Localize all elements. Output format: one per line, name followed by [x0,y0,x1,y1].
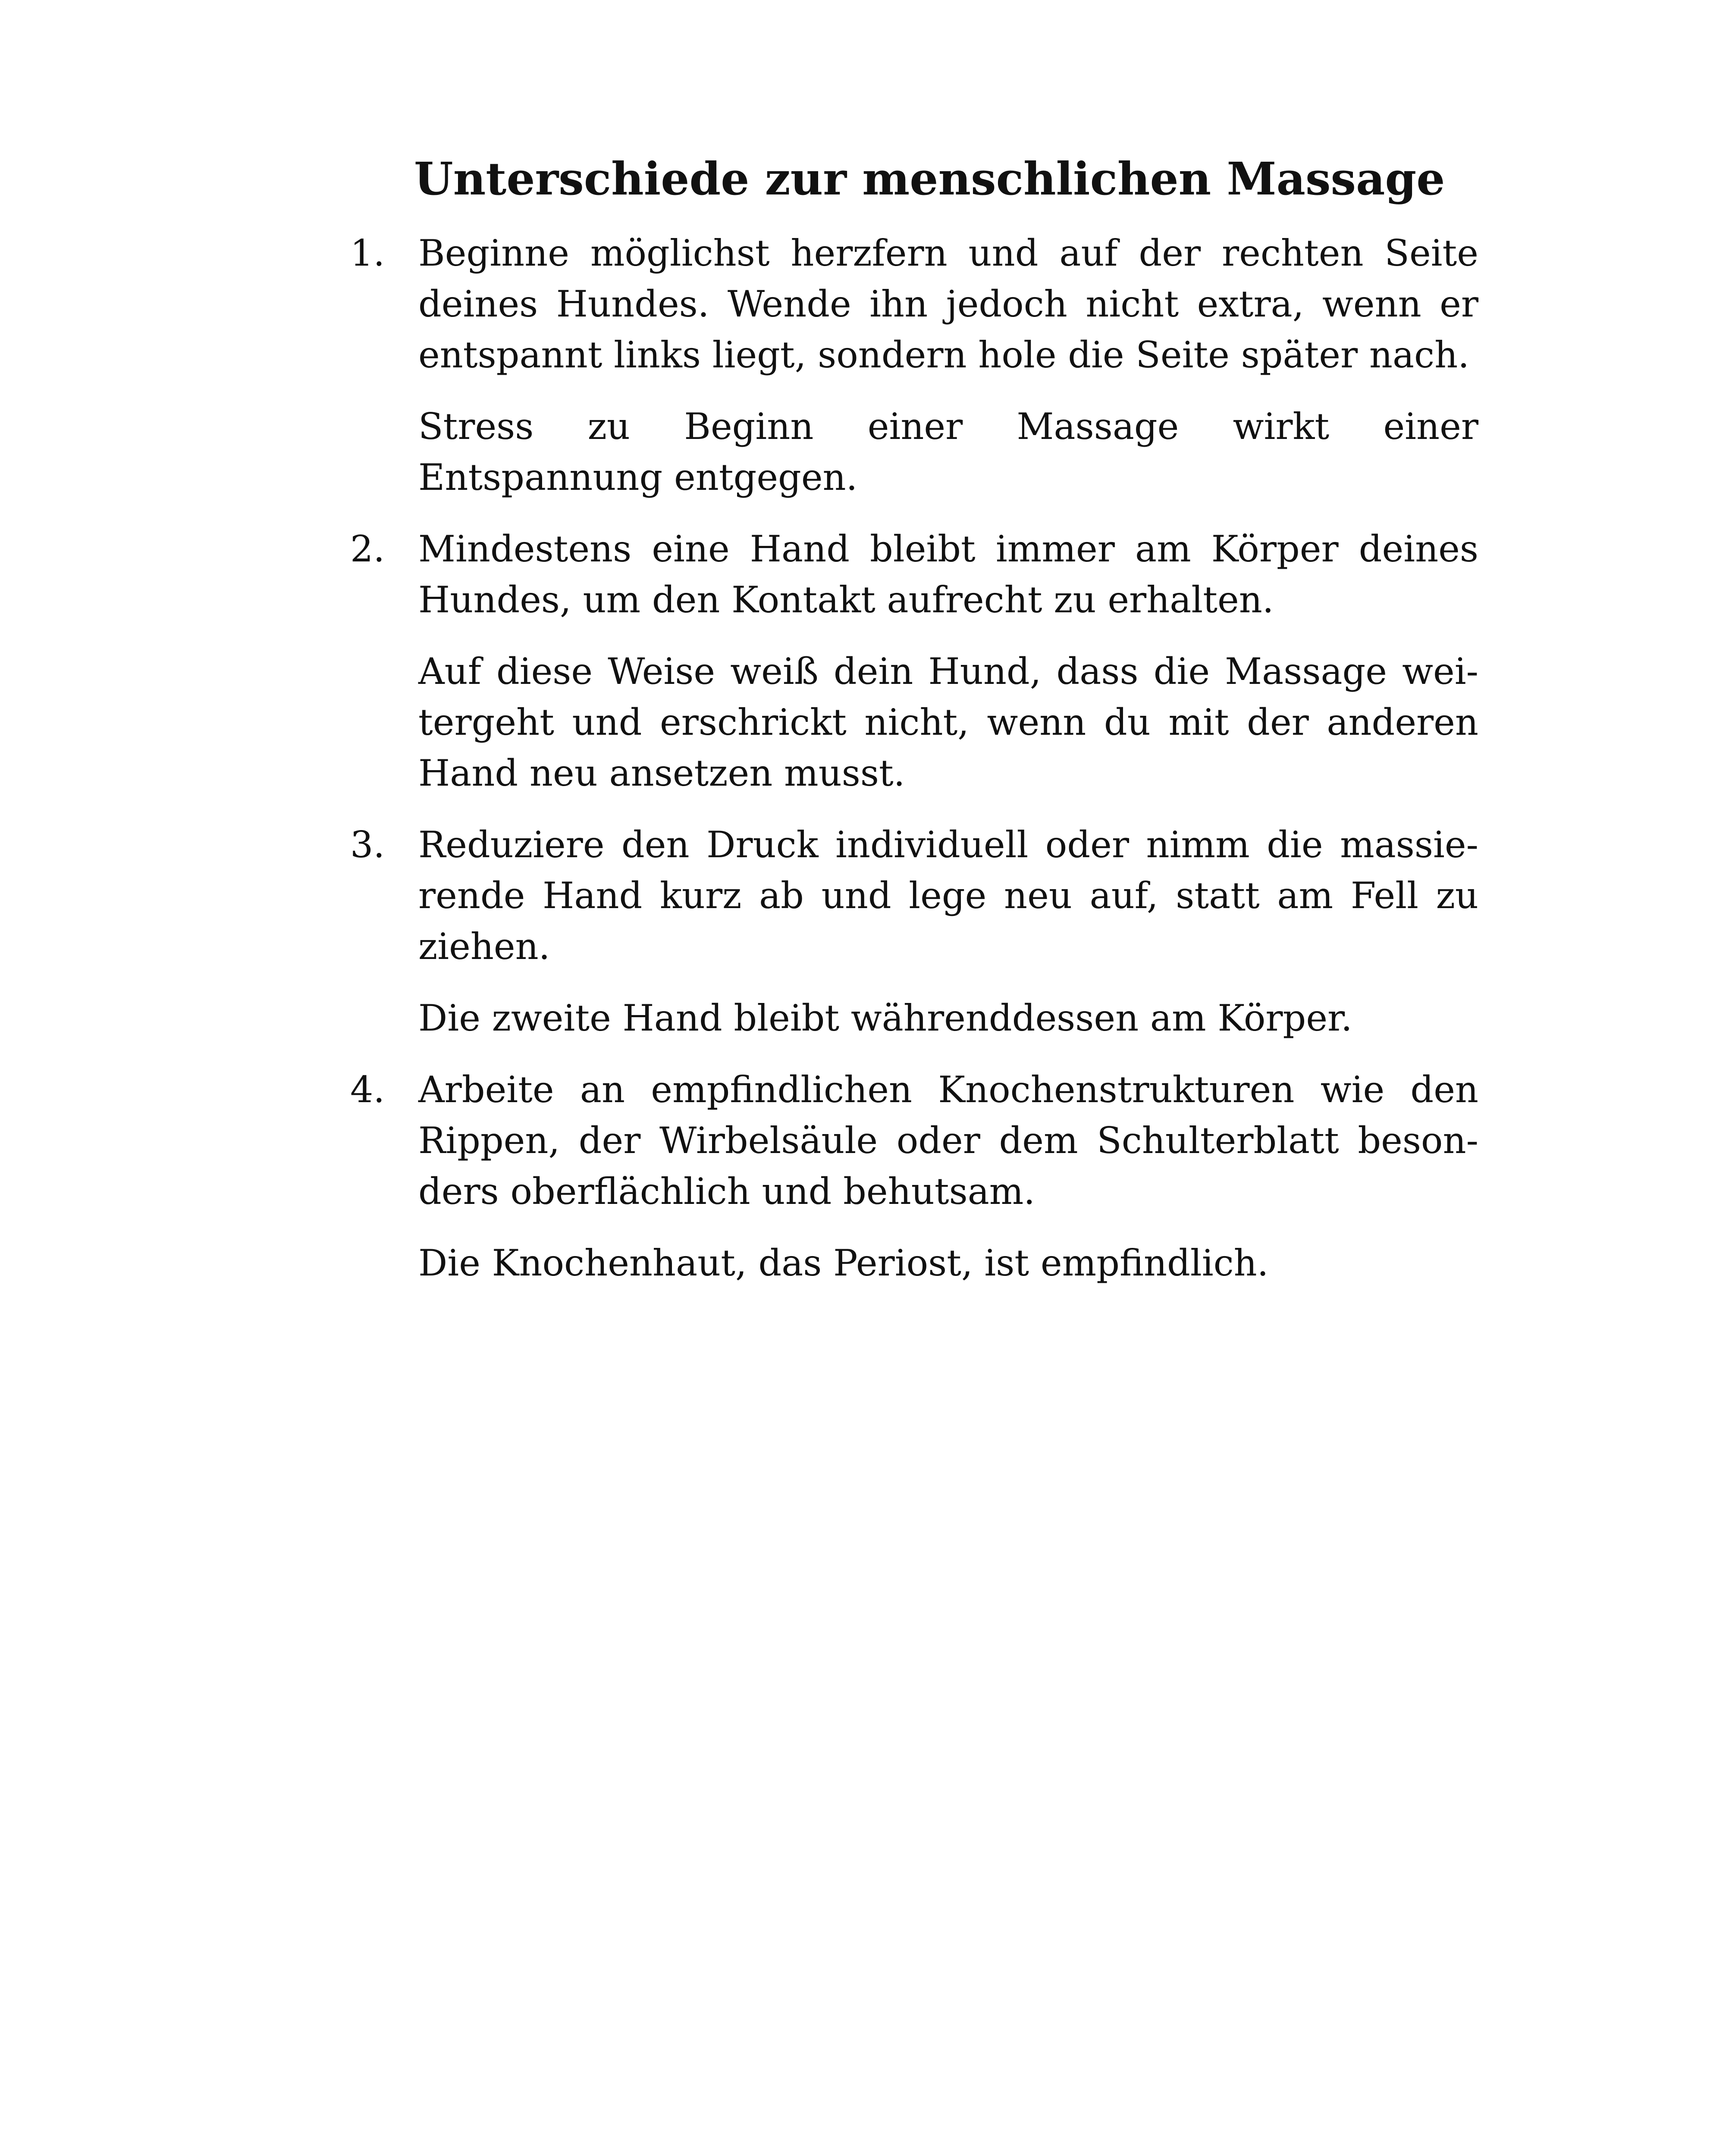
list-item-note: Auf diese Weise weiß dein Hund, dass die Massage weitergeht und erschrickt nicht, wenn du mit der anderen Hand neu ansetzen musst. [418,650,1478,794]
list-item-text: Reduziere den Druck individuell oder nimm die massierende Hand kurz ab und lege neu auf, statt am Fell zu ziehen. [418,824,1478,968]
numbered-list [350,228,1478,1309]
list-item [350,228,1478,503]
list-item-number: 1. [350,232,385,274]
list-item [350,523,1478,799]
list-item-text: Mindestens eine Hand bleibt immer am Körper deines Hundes, um den Kontakt aufrecht zu erhalten. [418,528,1478,621]
list-item-number: 2. [350,528,385,570]
list-item-number: 4. [350,1069,385,1111]
list-item-text: Arbeite an empfindlichen Knochenstrukturen wie den Rippen, der Wirbelsäule oder dem Schulterblatt besonders oberflächlich und behutsam. [418,1069,1478,1213]
list-item-number: 3. [350,824,385,866]
list-item [350,1064,1478,1288]
list-item-note: Die Knochenhaut, das Periost, ist empfindlich. [418,1242,1269,1284]
page-title: Unterschiede zur menschlichen Massage [414,152,1445,205]
list-item-note: Die zweite Hand bleibt währenddessen am Körper. [418,997,1352,1039]
list-item-text: Beginne möglichst herzfern und auf der rechten Seite deines Hundes. Wende ihn jedoch nicht extra, wenn er entspannt links liegt, sondern hole die Seite später nach. [418,232,1478,376]
list-item-note: Stress zu Beginn einer Massage wirkt einer Entspannung entgegen. [418,405,1478,498]
list-item [350,819,1478,1044]
